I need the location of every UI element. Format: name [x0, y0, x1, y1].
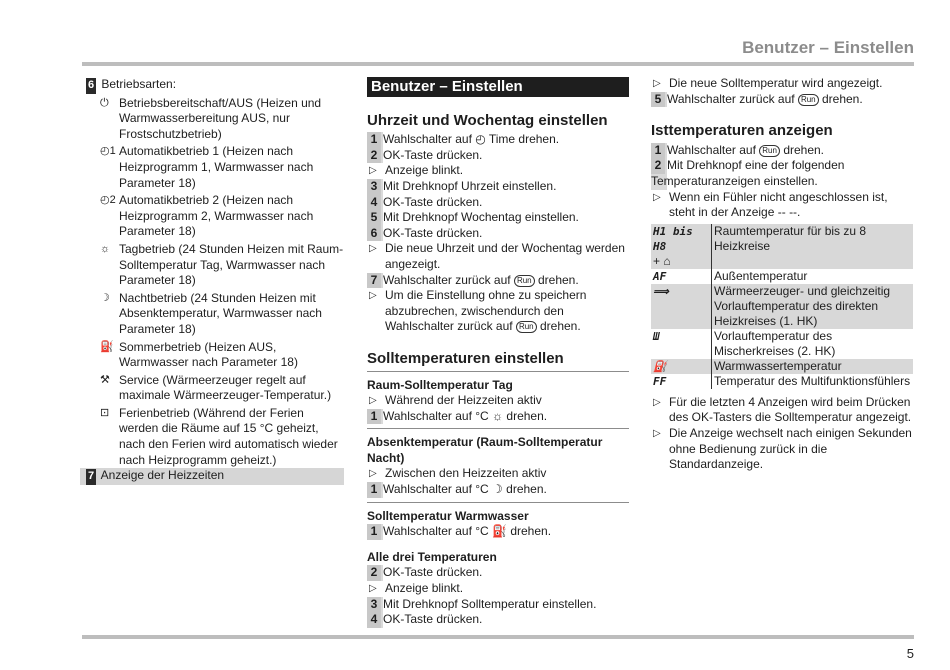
run-icon: Run: [759, 145, 780, 157]
display-code: Ш: [651, 329, 712, 359]
time-step-2: 2 OK-Taste drücken.: [367, 148, 629, 164]
heating-times-label: Anzeige der Heizzeiten: [100, 468, 225, 483]
modes-intro-label: Betriebsarten:: [101, 77, 177, 91]
modes-intro: [86, 77, 344, 94]
time-step-6: 6 OK-Taste drücken.: [367, 226, 629, 242]
all-heading: Alle drei Temperaturen: [367, 549, 497, 564]
run-icon: Run: [516, 321, 537, 333]
dhw-heading: Solltemperatur Warmwasser: [367, 508, 529, 523]
clock-program-1-icon: ◴1: [100, 145, 116, 158]
time-step-5: 5 Mit Drehknopf Wochentag einstellen.: [367, 210, 629, 226]
mode-item: [86, 340, 344, 371]
tap-icon: ⛽: [100, 340, 114, 353]
return-step-5: 5 Wahlschalter zurück auf Run drehen.: [651, 92, 915, 108]
last-four-note: ▷ Für die letzten 4 Anzeigen wird beim Drücken des OK-Tasters die Solltemperatur angezeigt.: [651, 395, 915, 426]
time-step-7: 7 Wahlschalter zurück auf Run drehen.: [367, 273, 629, 289]
page-header-title: Benutzer – Einstellen: [742, 38, 914, 57]
mode-text: Nachtbetrieb (24 Stunden Heizen mit Absenktemperatur, Warmwasser nach Parameter 18): [119, 290, 322, 336]
mode-text: Service (Wärmeerzeuger regelt auf maximale Wärmeerzeuger-Temperatur.): [119, 372, 332, 403]
room-day-note: ▷ Während der Heizzeiten aktiv: [367, 393, 629, 409]
display-table-row: [651, 374, 913, 389]
operating-modes-column: [86, 77, 344, 485]
display-description: Vorlauftemperatur des Mischerkreises (2. HK): [714, 328, 836, 358]
suitcase-icon: ⊡: [100, 406, 110, 419]
all-step-2: 2 OK-Taste drücken.: [367, 565, 629, 581]
display-table-row: [651, 329, 913, 359]
moon-icon: ☽: [100, 291, 110, 304]
mode-item: [86, 242, 344, 289]
standby-icon: ⏻: [100, 96, 109, 109]
time-note-shown: ▷ Die neue Uhrzeit und der Wochentag werden angezeigt.: [367, 241, 629, 272]
dhw-step: 1 Wahlschalter auf °C ⛽ drehen.: [367, 524, 629, 540]
room-day-step: 1 Wahlschalter auf °C ☼ drehen.: [367, 409, 629, 425]
display-table-row: [651, 359, 913, 374]
time-note-cancel: ▷ Um die Einstellung ohne zu speichern abzubrechen, zwischendurch den Wahlschalter zurück auf Run drehen.: [367, 288, 629, 335]
time-heading: Uhrzeit und Wochentag einstellen: [367, 111, 608, 129]
settings-column: [367, 77, 629, 628]
display-code: ⟹: [651, 284, 712, 329]
display-description: Raumtemperatur für bis zu 8 Heizkreise: [712, 224, 914, 269]
actual-temps-column: [651, 76, 915, 473]
mode-text: Betriebsbereitschaft/AUS (Heizen und Warmwasserbereitung AUS, nur Frostschutzbetrieb): [119, 95, 322, 141]
mode-text: Automatikbetrieb 1 (Heizen nach Heizprogramm 1, Warmwasser nach Parameter 18): [119, 144, 314, 190]
display-code: FF: [651, 374, 712, 389]
step-number-7: 7: [86, 469, 96, 485]
display-description: Wärmeerzeuger- und gleichzeitig Vorlauftemperatur des direkten Heizkreises (1. HK): [712, 284, 914, 329]
display-table-row: [651, 224, 913, 269]
divider: [367, 428, 629, 429]
run-icon: Run: [798, 94, 819, 106]
display-code: H1 bis H8 + ⌂: [651, 224, 712, 269]
display-description: Warmwassertemperatur: [712, 359, 914, 374]
service-icon: ⚒: [100, 373, 110, 386]
mode-text: Tagbetrieb (24 Stunden Heizen mit Raum-Solltemperatur Tag, Warmwasser nach Parameter 18): [119, 241, 344, 288]
mode-item: [86, 373, 344, 404]
header-rule: [82, 62, 914, 66]
setpoint-heading: Solltemperaturen einstellen: [367, 349, 564, 367]
modes-list: [86, 96, 344, 469]
all-note: ▷ Anzeige blinkt.: [367, 581, 629, 597]
time-step-4: 4 OK-Taste drücken.: [367, 195, 629, 211]
divider: [367, 502, 629, 503]
display-code: ⛽: [651, 359, 712, 374]
time-step-3: 3 Mit Drehknopf Uhrzeit einstellen.: [367, 179, 629, 195]
run-icon: Run: [514, 275, 535, 287]
time-note-blink: ▷ Anzeige blinkt.: [367, 163, 629, 179]
display-table: [651, 224, 913, 389]
display-code: AF: [651, 269, 712, 284]
display-description: Außentemperatur: [714, 268, 808, 283]
step-number-6: 6: [86, 78, 96, 94]
new-setpoint-note: ▷ Die neue Solltemperatur wird angezeigt.: [651, 76, 915, 92]
setback-heading: Absenktemperatur (Raum-Solltemperatur Nacht): [367, 435, 603, 465]
all-step-3: 3 Mit Drehknopf Solltemperatur einstellen.: [367, 597, 629, 613]
clock-program-2-icon: ◴2: [100, 194, 116, 207]
mode-text: Sommerbetrieb (Heizen AUS, Warmwasser nach Parameter 18): [119, 339, 298, 370]
actual-heading: Isttemperaturen anzeigen: [651, 122, 833, 140]
return-display-note: ▷ Die Anzeige wechselt nach einigen Sekunden ohne Bedienung zurück in die Standardanzeige.: [651, 426, 915, 473]
mode-item: [86, 291, 344, 338]
mode-text: Ferienbetrieb (Während der Ferien werden die Räume auf 15 °C geheizt, nach den Ferien wird automatisch wieder nach Heizprogramm geheizt.): [119, 405, 338, 467]
footer-rule: [82, 635, 914, 639]
divider: [367, 371, 629, 372]
room-day-heading: Raum-Solltemperatur Tag: [367, 377, 513, 392]
time-step-1: 1 Wahlschalter auf ◴ Time drehen.: [367, 132, 629, 148]
mode-item: [86, 96, 344, 143]
actual-step-1: 1 Wahlschalter auf Run drehen.: [651, 143, 915, 159]
actual-step-2: 2 Mit Drehknopf eine der folgenden Temperaturanzeigen einstellen.: [651, 158, 915, 189]
sensor-missing-note: ▷ Wenn ein Fühler nicht angeschlossen ist, steht in der Anzeige -- --.: [651, 190, 915, 221]
all-step-4: 4 OK-Taste drücken.: [367, 612, 629, 628]
setback-note: ▷ Zwischen den Heizzeiten aktiv: [367, 466, 629, 482]
section-title: Benutzer – Einstellen: [367, 77, 629, 97]
mode-item: [86, 144, 344, 191]
display-table-row: [651, 284, 913, 329]
heating-times-row: [80, 468, 344, 485]
display-table-row: [651, 269, 913, 284]
page-number: 5: [906, 646, 914, 661]
mode-text: Automatikbetrieb 2 (Heizen nach Heizprogramm 2, Warmwasser nach Parameter 18): [119, 193, 314, 239]
mode-item: [86, 406, 344, 468]
mode-item: [86, 193, 344, 240]
sun-icon: ☼: [100, 242, 111, 255]
setback-step: 1 Wahlschalter auf °C ☽ drehen.: [367, 482, 629, 498]
display-description: Temperatur des Multifunktionsfühlers: [714, 373, 911, 388]
